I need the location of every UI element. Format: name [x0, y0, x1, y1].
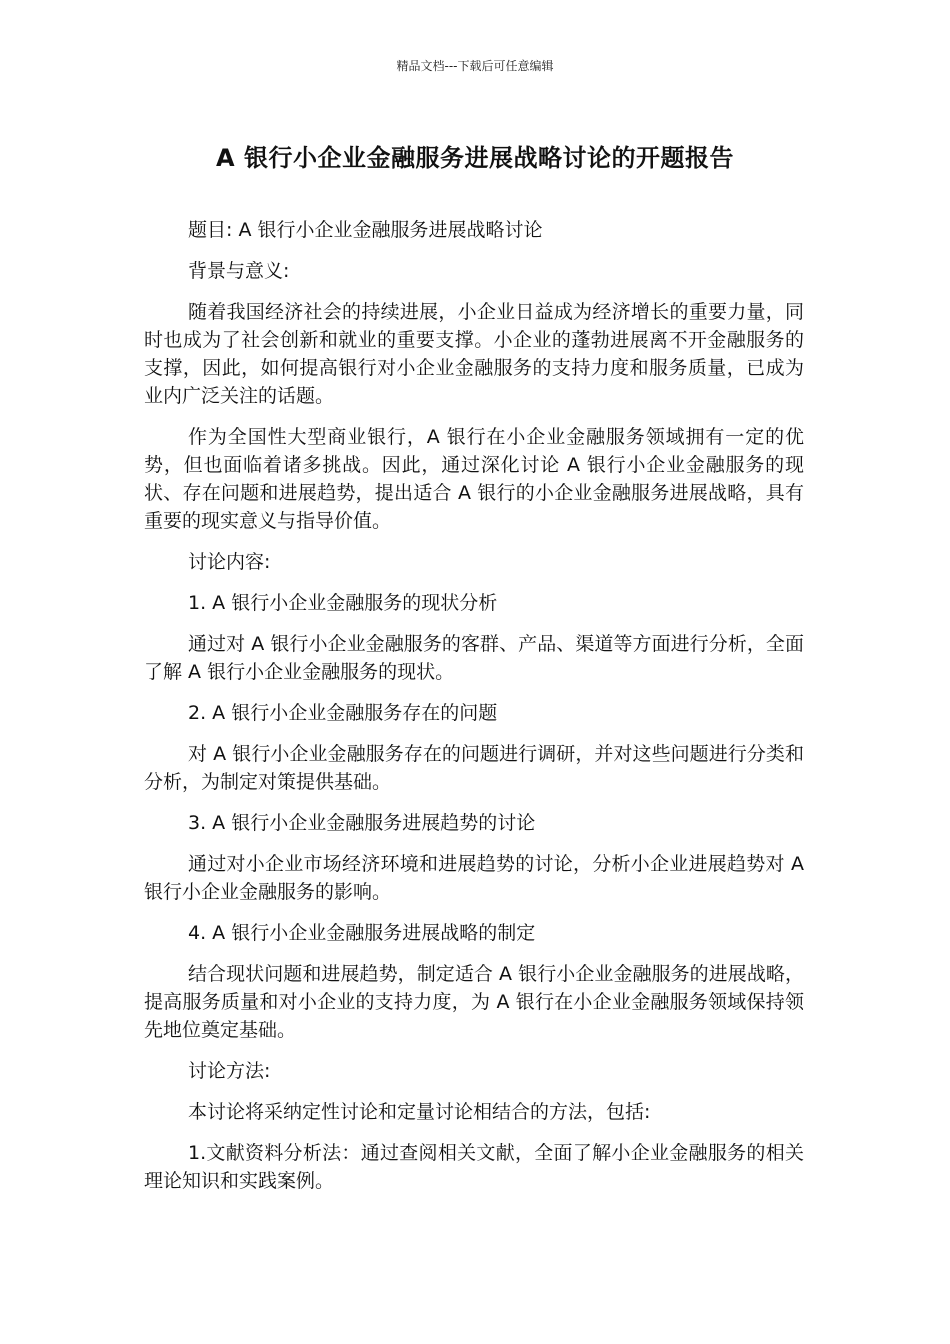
- section-heading-background: 背景与意义:: [188, 260, 290, 282]
- content-item-3-text: 通过对小企业市场经济环境和进展趋势的讨论，分析小企业进展趋势对 A 银行小企业金融服务的影响。: [144, 853, 804, 903]
- document-body: [144, 216, 804, 1208]
- content-item-4-heading: 4. A 银行小企业金融服务进展战略的制定: [188, 922, 536, 944]
- section-heading-method: 讨论方法:: [188, 1060, 271, 1082]
- section-heading-content: 讨论内容:: [188, 551, 271, 573]
- content-item-1-text: 通过对 A 银行小企业金融服务的客群、产品、渠道等方面进行分析，全面了解 A 银行小企业金融服务的现状。: [144, 633, 804, 683]
- content-item-1-heading: 1. A 银行小企业金融服务的现状分析: [188, 592, 498, 614]
- content-item-4-text: 结合现状问题和进展趋势，制定适合 A 银行小企业金融服务的进展战略，提高服务质量和对小企业的支持力度，为 A 银行在小企业金融服务领域保持领先地位奠定基础。: [144, 963, 804, 1041]
- method-item-1: 1.文献资料分析法：通过查阅相关文献，全面了解小企业金融服务的相关理论知识和实践案例。: [144, 1142, 804, 1192]
- paragraph-background-2: 作为全国性大型商业银行，A 银行在小企业金融服务领域拥有一定的优势，但也面临着诸多挑战。因此，通过深化讨论 A 银行小企业金融服务的现状、存在问题和进展趋势，提出适合 A 银行的小企业金融服务进展战略，具有重要的现实意义与指导价值。: [144, 426, 804, 532]
- document-title: A 银行小企业金融服务进展战略讨论的开题报告: [216, 144, 734, 172]
- subject-line: 题目: A 银行小企业金融服务进展战略讨论: [188, 219, 543, 241]
- content-item-3-heading: 3. A 银行小企业金融服务进展趋势的讨论: [188, 812, 536, 834]
- method-intro: 本讨论将采纳定性讨论和定量讨论相结合的方法，包括:: [188, 1101, 651, 1123]
- content-item-2-text: 对 A 银行小企业金融服务存在的问题进行调研，并对这些问题进行分类和分析，为制定对策提供基础。: [144, 743, 804, 793]
- content-item-2-heading: 2. A 银行小企业金融服务存在的问题: [188, 702, 498, 724]
- header-note: 精品文档---下载后可任意编辑: [396, 59, 554, 73]
- paragraph-background-1: 随着我国经济社会的持续进展，小企业日益成为经济增长的重要力量，同时也成为了社会创新和就业的重要支撑。小企业的蓬勃进展离不开金融服务的支撑，因此，如何提高银行对小企业金融服务的支持力度和服务质量，已成为业内广泛关注的话题。: [144, 301, 804, 407]
